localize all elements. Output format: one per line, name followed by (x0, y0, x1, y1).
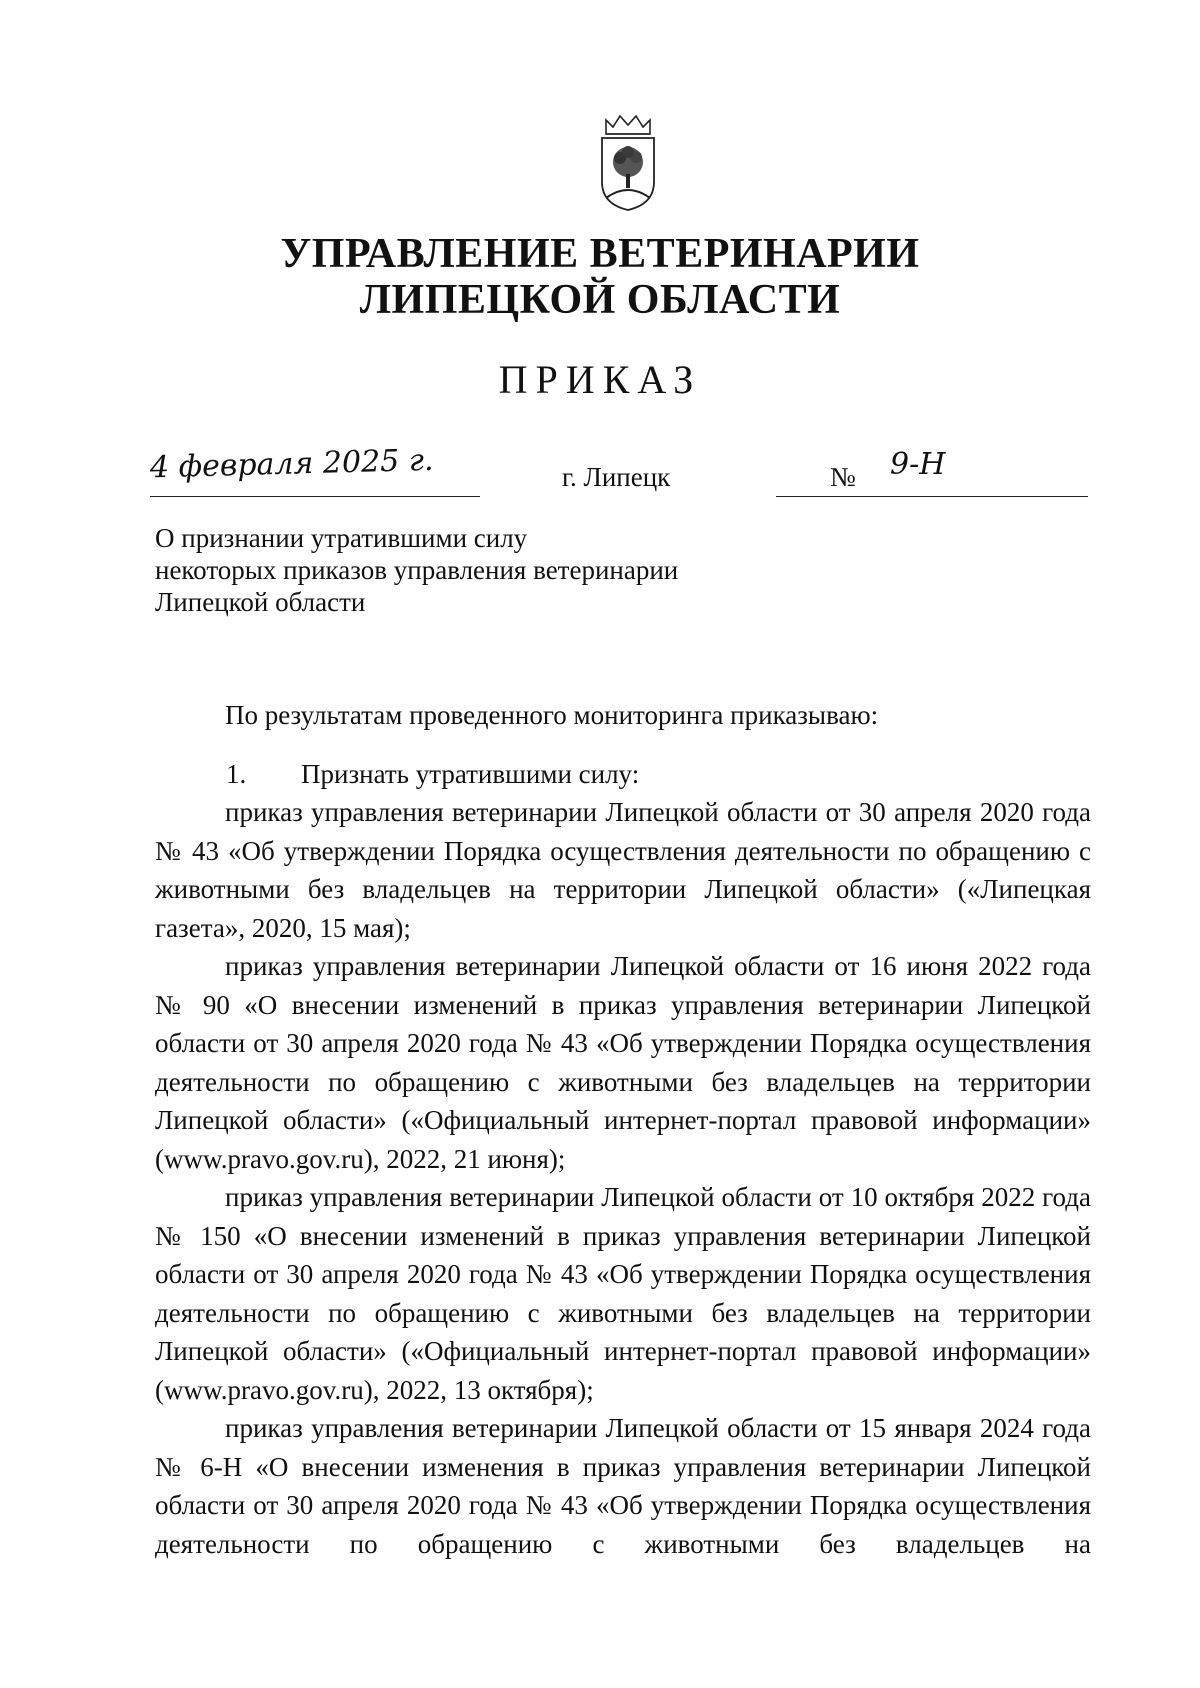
subject-line: некоторых приказов управления ветеринарии (155, 555, 679, 585)
handwritten-number: 9-Н (890, 447, 946, 482)
order-paragraph: приказ управления ветеринарии Липецкой области от 16 июня 2022 года № 90 «О внесении изменений в приказ управления ветеринарии Липецкой области от 30 апреля 2020 года № 43 «Об утверждении Порядка осуществления деятельности по обращению с животными без владельцев на территории Липецкой области» («Официальный интернет-портал правовой информации» (www.pravo.gov.ru), 2022, 21 июня); (155, 951, 1091, 1174)
coat-of-arms-icon (596, 112, 660, 212)
city: г. Липецк (562, 462, 671, 492)
organization-region: ЛИПЕЦКОЙ ОБЛАСТИ (359, 277, 841, 323)
subject-line: О признании утратившими силу (155, 523, 528, 553)
order-paragraph: приказ управления ветеринарии Липецкой области от 10 октября 2022 года № 150 «О внесении изменений в приказ управления ветеринарии Липецкой области от 30 апреля 2020 года № 43 «Об утверждении Порядка осуществления деятельности по обращению с животными без владельцев на территории Липецкой области» («Официальный интернет-портал правовой информации» (www.pravo.gov.ru), 2022, 13 октября); (155, 1182, 1091, 1405)
list-item (155, 755, 1091, 794)
document-type: ПРИКАЗ (498, 357, 702, 402)
subject-line: Липецкой области (155, 587, 366, 617)
number-underline (776, 496, 1088, 497)
organization-title: УПРАВЛЕНИЕ ВЕТЕРИНАРИИ (280, 231, 920, 277)
document-subject (155, 522, 775, 618)
order-paragraph: приказ управления ветеринарии Липецкой области от 30 апреля 2020 года № 43 «Об утверждении Порядка осуществления деятельности по обращению с животными без владельцев на территории Липецкой области» («Липецкая газета», 2020, 15 мая); (155, 797, 1091, 943)
number-label: № (830, 462, 856, 492)
item-text: Признать утратившими силу: (301, 758, 640, 789)
intro-paragraph: По результатам проведенного мониторинга приказываю: (225, 700, 879, 730)
order-paragraph: приказ управления ветеринарии Липецкой области от 15 января 2024 года № 6-Н «О внесении изменения в приказ управления ветеринарии Липецкой области от 30 апреля 2020 года № 43 «Об утверждении Порядка осуществления деятельности по обращению с животными без владельцев на (155, 1413, 1091, 1559)
document-body (155, 696, 1091, 1563)
item-number: 1. (226, 758, 247, 789)
date-underline (150, 496, 480, 497)
handwritten-date: 4 февраля 2025 г. (149, 442, 434, 486)
